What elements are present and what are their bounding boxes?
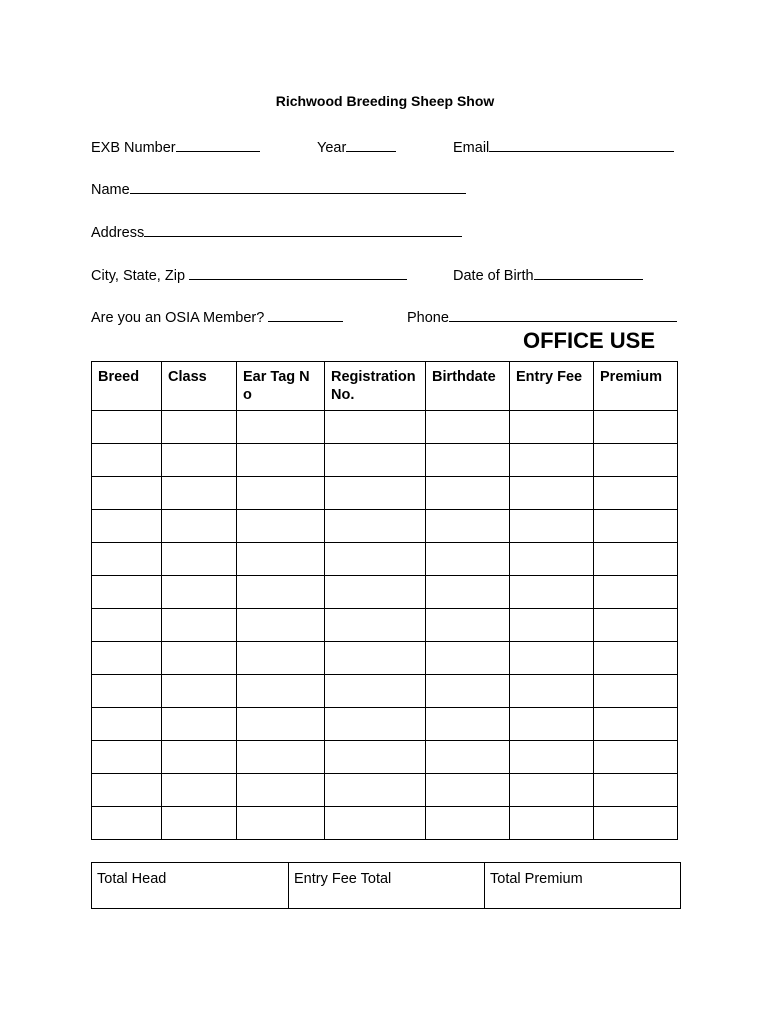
cell-class[interactable] [162, 510, 237, 543]
cell-breed[interactable] [92, 576, 162, 609]
cell-registration-no[interactable] [325, 609, 426, 642]
cell-class[interactable] [162, 444, 237, 477]
osia-member-label: Are you an OSIA Member? [91, 310, 265, 326]
cell-registration-no[interactable] [325, 774, 426, 807]
cell-class[interactable] [162, 477, 237, 510]
cell-breed[interactable] [92, 807, 162, 840]
cell-registration-no[interactable] [325, 543, 426, 576]
office-use-heading: OFFICE USE [523, 328, 656, 353]
cell-birthdate[interactable] [426, 576, 510, 609]
date-of-birth-label: Date of Birth [453, 268, 534, 284]
totals-row [92, 863, 681, 909]
table-row [92, 741, 678, 774]
cell-birthdate[interactable] [426, 642, 510, 675]
cell-breed[interactable] [92, 774, 162, 807]
cell-birthdate[interactable] [426, 510, 510, 543]
cell-birthdate[interactable] [426, 411, 510, 444]
phone-field[interactable] [407, 307, 677, 327]
email-blank[interactable] [489, 137, 674, 152]
cell-ear-tag-no[interactable] [237, 411, 325, 444]
cell-class[interactable] [162, 609, 237, 642]
cell-class[interactable] [162, 807, 237, 840]
city-state-zip-blank[interactable] [189, 265, 407, 280]
cell-registration-no[interactable] [325, 675, 426, 708]
cell-premium[interactable] [594, 741, 678, 774]
cell-ear-tag-no[interactable] [237, 675, 325, 708]
cell-class[interactable] [162, 708, 237, 741]
table-row [92, 708, 678, 741]
cell-birthdate[interactable] [426, 708, 510, 741]
totals-table [91, 862, 681, 909]
cell-registration-no[interactable] [325, 510, 426, 543]
table-row [92, 807, 678, 840]
header-breed: Breed [92, 362, 162, 411]
exb-number-label: EXB Number [91, 140, 176, 156]
cell-birthdate[interactable] [426, 741, 510, 774]
cell-entry-fee[interactable] [510, 576, 594, 609]
cell-entry-fee[interactable] [510, 708, 594, 741]
cell-entry-fee[interactable] [510, 444, 594, 477]
total-head-label: Total Head [97, 871, 167, 887]
header-birthdate: Birthdate [426, 362, 510, 411]
cell-entry-fee[interactable] [510, 675, 594, 708]
cell-registration-no[interactable] [325, 741, 426, 774]
cell-ear-tag-no[interactable] [237, 543, 325, 576]
total-premium-label: Total Premium [490, 871, 583, 887]
address-label: Address [91, 225, 145, 241]
cell-class[interactable] [162, 675, 237, 708]
cell-ear-tag-no[interactable] [237, 774, 325, 807]
cell-ear-tag-no[interactable] [237, 609, 325, 642]
cell-class[interactable] [162, 642, 237, 675]
cell-premium[interactable] [594, 576, 678, 609]
cell-premium[interactable] [594, 807, 678, 840]
cell-ear-tag-no[interactable] [237, 444, 325, 477]
header-entry-fee: Entry Fee [510, 362, 594, 411]
cell-class[interactable] [162, 774, 237, 807]
cell-registration-no[interactable] [325, 642, 426, 675]
cell-class[interactable] [162, 543, 237, 576]
cell-entry-fee[interactable] [510, 741, 594, 774]
name-field[interactable] [91, 179, 466, 199]
total-head-cell[interactable] [92, 863, 289, 909]
cell-breed[interactable] [92, 609, 162, 642]
cell-breed[interactable] [92, 708, 162, 741]
cell-entry-fee[interactable] [510, 477, 594, 510]
email-field[interactable] [453, 137, 674, 157]
cell-breed[interactable] [92, 444, 162, 477]
entries-body [92, 411, 678, 840]
cell-entry-fee[interactable] [510, 774, 594, 807]
table-row [92, 477, 678, 510]
cell-entry-fee[interactable] [510, 609, 594, 642]
city-state-zip-field[interactable] [91, 265, 407, 285]
table-row [92, 444, 678, 477]
entries-table [91, 361, 678, 840]
table-row [92, 774, 678, 807]
cell-birthdate[interactable] [426, 609, 510, 642]
cell-entry-fee[interactable] [510, 510, 594, 543]
table-row [92, 675, 678, 708]
entry-fee-total-cell[interactable] [289, 863, 485, 909]
cell-premium[interactable] [594, 774, 678, 807]
cell-premium[interactable] [594, 642, 678, 675]
page-title: Richwood Breeding Sheep Show [275, 93, 495, 109]
name-blank[interactable] [130, 179, 466, 194]
year-label: Year [317, 140, 347, 156]
city-state-zip-label: City, State, Zip [91, 268, 186, 284]
cell-entry-fee[interactable] [510, 807, 594, 840]
osia-member-blank[interactable] [268, 307, 343, 322]
cell-breed[interactable] [92, 642, 162, 675]
cell-birthdate[interactable] [426, 807, 510, 840]
header-premium: Premium [594, 362, 678, 411]
cell-ear-tag-no[interactable] [237, 477, 325, 510]
name-label: Name [91, 182, 130, 198]
phone-label: Phone [407, 310, 449, 326]
table-row [92, 411, 678, 444]
cell-premium[interactable] [594, 411, 678, 444]
cell-entry-fee[interactable] [510, 411, 594, 444]
cell-birthdate[interactable] [426, 774, 510, 807]
cell-premium[interactable] [594, 543, 678, 576]
entry-fee-total-label: Entry Fee Total [294, 871, 392, 887]
address-blank[interactable] [144, 222, 462, 237]
table-header-row [92, 362, 678, 411]
cell-entry-fee[interactable] [510, 642, 594, 675]
header-ear-tag-no: Ear Tag No [237, 362, 325, 411]
header-class: Class [162, 362, 237, 411]
cell-ear-tag-no[interactable] [237, 510, 325, 543]
cell-premium[interactable] [594, 609, 678, 642]
cell-premium[interactable] [594, 444, 678, 477]
cell-registration-no[interactable] [325, 444, 426, 477]
table-row [92, 510, 678, 543]
cell-breed[interactable] [92, 411, 162, 444]
cell-registration-no[interactable] [325, 708, 426, 741]
cell-ear-tag-no[interactable] [237, 642, 325, 675]
cell-breed[interactable] [92, 741, 162, 774]
date-of-birth-field[interactable] [453, 265, 643, 285]
exb-number-blank[interactable] [176, 137, 260, 152]
exb-number-field[interactable] [91, 137, 260, 157]
cell-birthdate[interactable] [426, 675, 510, 708]
cell-class[interactable] [162, 576, 237, 609]
cell-ear-tag-no[interactable] [237, 708, 325, 741]
table-row [92, 543, 678, 576]
table-row [92, 609, 678, 642]
cell-registration-no[interactable] [325, 576, 426, 609]
year-blank[interactable] [346, 137, 396, 152]
cell-birthdate[interactable] [426, 543, 510, 576]
cell-ear-tag-no[interactable] [237, 741, 325, 774]
cell-class[interactable] [162, 741, 237, 774]
address-field[interactable] [91, 222, 462, 242]
phone-blank[interactable] [449, 307, 677, 322]
table-row [92, 642, 678, 675]
cell-registration-no[interactable] [325, 411, 426, 444]
cell-birthdate[interactable] [426, 477, 510, 510]
cell-registration-no[interactable] [325, 477, 426, 510]
cell-premium[interactable] [594, 477, 678, 510]
date-of-birth-blank[interactable] [534, 265, 643, 280]
cell-entry-fee[interactable] [510, 543, 594, 576]
table-row [92, 576, 678, 609]
cell-premium[interactable] [594, 510, 678, 543]
cell-breed[interactable] [92, 477, 162, 510]
osia-member-field[interactable] [91, 307, 343, 327]
email-label: Email [453, 140, 490, 156]
cell-breed[interactable] [92, 510, 162, 543]
cell-ear-tag-no[interactable] [237, 576, 325, 609]
cell-registration-no[interactable] [325, 807, 426, 840]
cell-premium[interactable] [594, 675, 678, 708]
cell-breed[interactable] [92, 675, 162, 708]
total-premium-cell[interactable] [485, 863, 681, 909]
cell-ear-tag-no[interactable] [237, 807, 325, 840]
year-field[interactable] [317, 137, 396, 157]
header-registration-no: Registration No. [325, 362, 426, 411]
cell-class[interactable] [162, 411, 237, 444]
cell-breed[interactable] [92, 543, 162, 576]
cell-birthdate[interactable] [426, 444, 510, 477]
cell-premium[interactable] [594, 708, 678, 741]
